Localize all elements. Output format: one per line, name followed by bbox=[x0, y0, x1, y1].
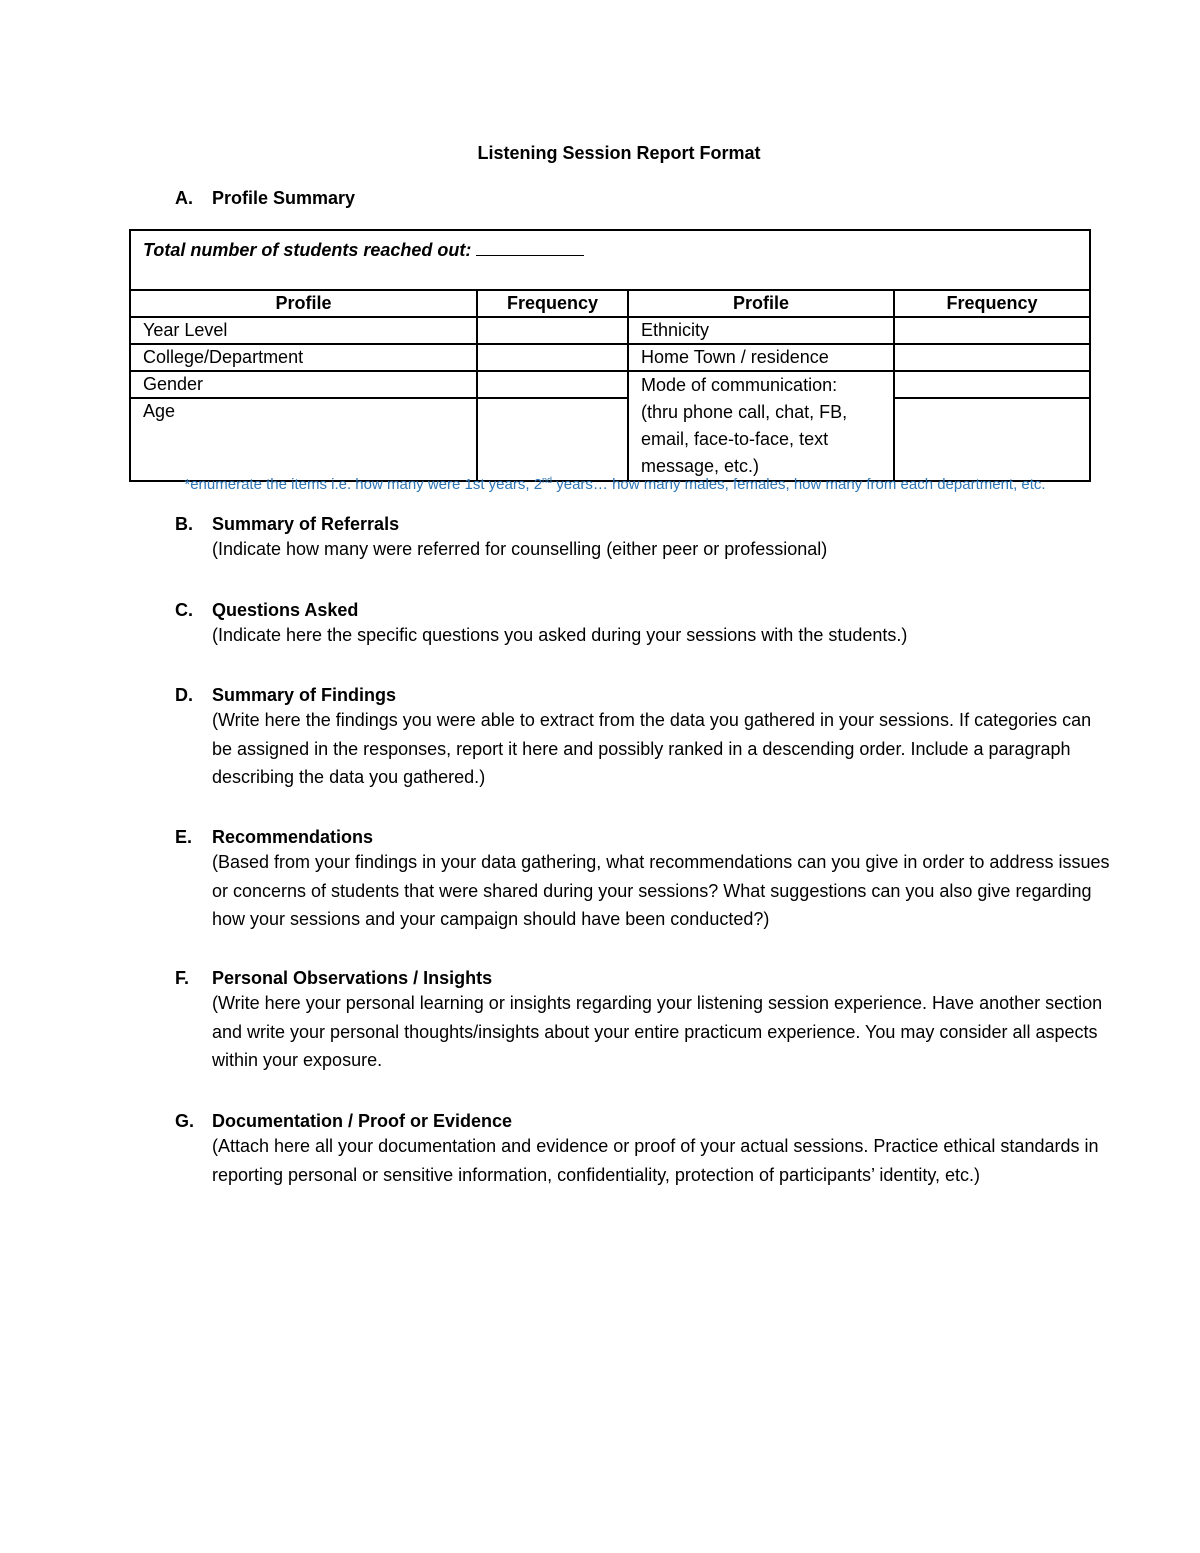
frequency-cell[interactable] bbox=[894, 398, 1090, 481]
frequency-cell[interactable] bbox=[894, 317, 1090, 344]
profile-cell: College/Department bbox=[130, 344, 477, 371]
section-body: (Based from your findings in your data gathering, what recommendations can you give in order to address issues or concerns of students that were shared during your sessions? What suggestions can you also give regarding how your sessions and your campaign should have been conducted?) bbox=[212, 852, 1110, 929]
profile-cell: Age bbox=[130, 398, 477, 481]
frequency-cell[interactable] bbox=[477, 344, 628, 371]
section-f bbox=[175, 968, 1115, 1075]
profile-cell: Home Town / residence bbox=[628, 344, 894, 371]
section-d bbox=[175, 685, 1115, 792]
frequency-cell[interactable] bbox=[477, 398, 628, 481]
table-row bbox=[130, 317, 1090, 344]
header-profile: Profile bbox=[628, 290, 894, 317]
section-body: (Attach here all your documentation and evidence or proof of your actual sessions. Practice ethical standards in reporting personal or sensitive information, confidentiality, protection of participants’ identity, etc.) bbox=[212, 1136, 1099, 1185]
mode-line: email, face-to-face, text bbox=[641, 429, 829, 449]
section-letter: E. bbox=[175, 827, 193, 847]
section-title: Questions Asked bbox=[212, 600, 359, 620]
section-body: (Indicate here the specific questions you asked during your sessions with the students.) bbox=[212, 625, 908, 645]
profile-cell: Year Level bbox=[130, 317, 477, 344]
section-letter: D. bbox=[175, 685, 193, 705]
header-frequency: Frequency bbox=[894, 290, 1090, 317]
header-frequency: Frequency bbox=[477, 290, 628, 317]
section-a-heading bbox=[175, 188, 355, 209]
mode-line: (thru phone call, chat, FB, bbox=[641, 402, 848, 422]
table-row bbox=[130, 344, 1090, 371]
section-title: Summary of Findings bbox=[212, 685, 397, 705]
section-title: Summary of Referrals bbox=[212, 514, 400, 534]
enumerate-note bbox=[0, 475, 1200, 493]
section-letter: B. bbox=[175, 514, 193, 534]
document-title: Listening Session Report Format bbox=[477, 143, 761, 163]
note-text: years… how many males, females, how many from each department, etc. bbox=[552, 476, 1046, 493]
section-g bbox=[175, 1111, 1115, 1189]
profile-summary-table bbox=[129, 229, 1091, 482]
table-row bbox=[130, 371, 1090, 398]
section-b bbox=[175, 514, 1115, 564]
frequency-cell[interactable] bbox=[477, 371, 628, 398]
section-body: (Indicate how many were referred for counselling (either peer or professional) bbox=[212, 539, 828, 559]
frequency-cell[interactable] bbox=[894, 371, 1090, 398]
section-c bbox=[175, 600, 1115, 650]
section-body: (Write here your personal learning or insights regarding your listening session experience. Have another section and write your personal thoughts/insights about your entire practicum experience. You may consider all aspects within your exposure. bbox=[212, 993, 1103, 1070]
profile-cell: Ethnicity bbox=[628, 317, 894, 344]
section-title: Recommendations bbox=[212, 827, 374, 847]
mode-of-communication-cell bbox=[628, 371, 894, 481]
mode-line: message, etc.) bbox=[641, 456, 760, 476]
total-students-row bbox=[130, 230, 1090, 290]
section-title: Personal Observations / Insights bbox=[212, 968, 493, 988]
profile-cell: Gender bbox=[130, 371, 477, 398]
total-students-blank[interactable] bbox=[476, 237, 584, 256]
section-letter: F. bbox=[175, 968, 190, 988]
section-letter: A. bbox=[175, 188, 193, 208]
section-title: Profile Summary bbox=[212, 188, 356, 208]
section-letter: C. bbox=[175, 600, 193, 620]
note-text: *enumerate the items i.e. how many were 1st years, 2 bbox=[184, 476, 543, 493]
header-profile: Profile bbox=[130, 290, 477, 317]
note-superscript: nd bbox=[542, 475, 553, 485]
section-letter: G. bbox=[175, 1111, 195, 1131]
frequency-cell[interactable] bbox=[894, 344, 1090, 371]
table-row bbox=[130, 398, 1090, 481]
section-title: Documentation / Proof or Evidence bbox=[212, 1111, 513, 1131]
total-students-label: Total number of students reached out: bbox=[143, 240, 472, 260]
frequency-cell[interactable] bbox=[477, 317, 628, 344]
mode-line: Mode of communication: bbox=[641, 375, 838, 395]
table-header-row bbox=[130, 290, 1090, 317]
total-students-cell bbox=[130, 230, 1090, 290]
section-e bbox=[175, 827, 1115, 934]
section-body: (Write here the findings you were able to extract from the data you gathered in your sessions. If categories can be assigned in the responses, report it here and possibly ranked in a descending order. Include a paragraph describing the data you gathered.) bbox=[212, 710, 1092, 787]
